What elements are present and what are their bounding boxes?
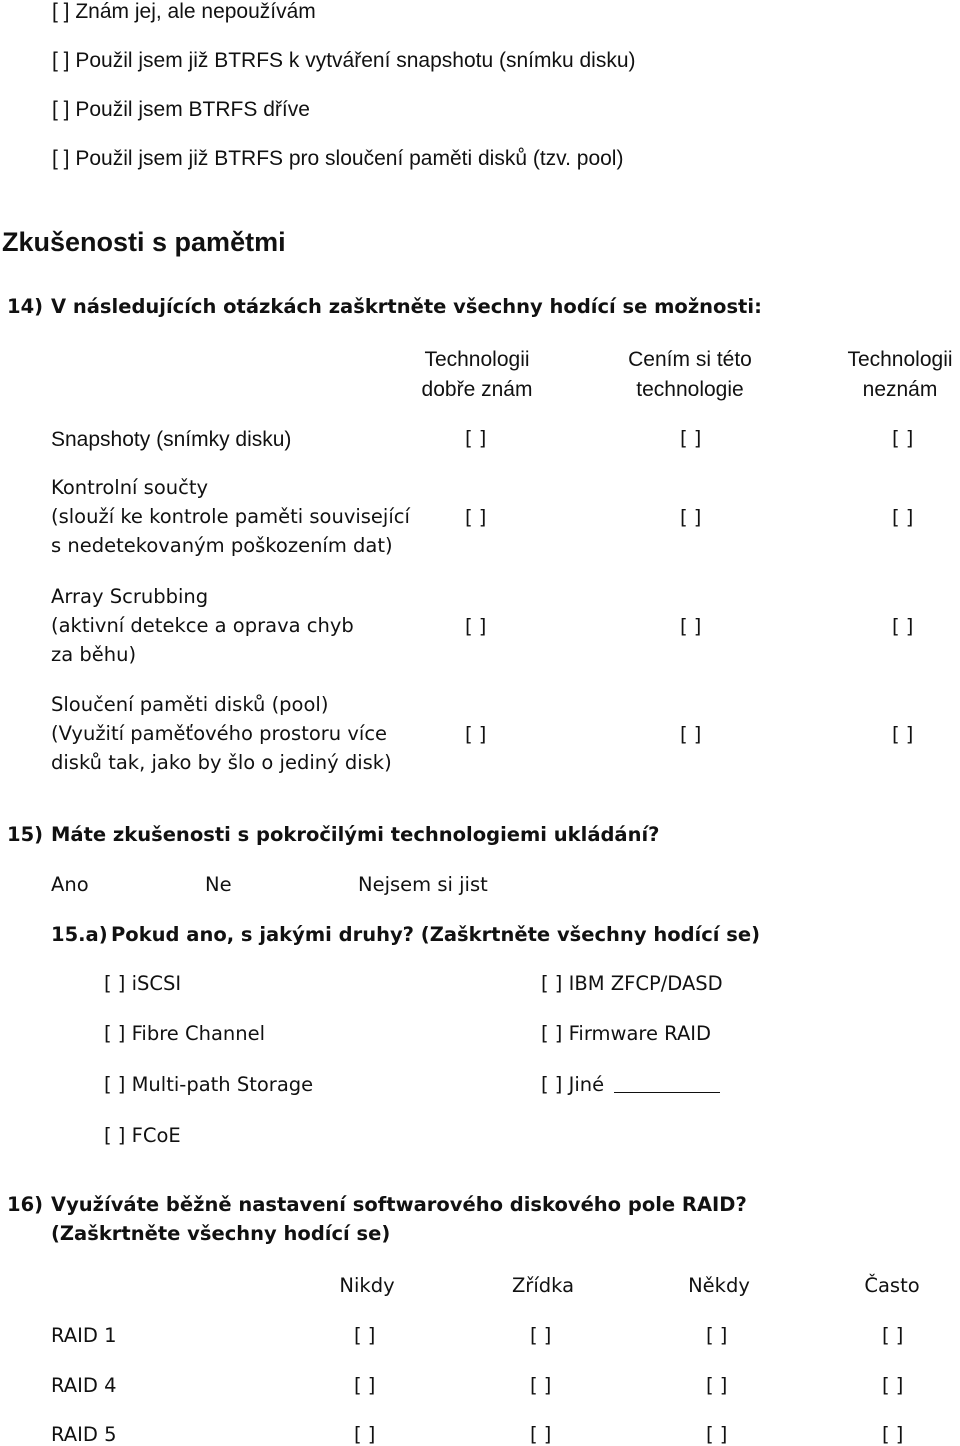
q16-text-line1: Využíváte běžně nastavení softwarového diskového pole RAID? (51, 1193, 747, 1216)
q16-raid5-checkbox-rarely[interactable]: [ ] (530, 1423, 552, 1446)
q15-answer-no[interactable]: Ne (205, 873, 232, 896)
q14-row3-checkbox-2[interactable]: [ ] (680, 615, 702, 638)
q16-col-sometimes: Někdy (688, 1274, 750, 1297)
option-btrfs-snapshot[interactable]: [ ] Použil jsem již BTRFS k vytváření snapshotu (snímku disku) (52, 49, 636, 72)
q14-col2-line2: technologie (636, 378, 744, 401)
q16-col-never: Nikdy (339, 1274, 395, 1297)
q14-row3-label-line2: (aktivní detekce a oprava chyb (51, 614, 354, 637)
q14-row4-checkbox-2[interactable]: [ ] (680, 723, 702, 746)
q16-raid4-checkbox-rarely[interactable]: [ ] (530, 1374, 552, 1397)
q15-number: 15) (7, 823, 44, 846)
q14-col2-line1: Cením si této (628, 348, 752, 371)
q16-number: 16) (7, 1193, 44, 1216)
q16-raid4-checkbox-often[interactable]: [ ] (882, 1374, 904, 1397)
q14-col3-line1: Technologii (847, 348, 953, 371)
q14-row4-label-line2: (Využití paměťového prostoru více (51, 722, 388, 745)
q16-col-often: Často (864, 1274, 920, 1297)
q14-row4-checkbox-1[interactable]: [ ] (465, 723, 487, 746)
q14-row2-checkbox-3[interactable]: [ ] (892, 506, 914, 529)
q14-row4-checkbox-3[interactable]: [ ] (892, 723, 914, 746)
q14-row4-label-line1: Sloučení paměti disků (pool) (51, 693, 329, 716)
q14-row3-label-line1: Array Scrubbing (51, 585, 209, 608)
option-known-not-used[interactable]: [ ] Znám jej, ale nepoužívám (52, 0, 316, 23)
q15a-option-firmware-raid[interactable]: [ ] Firmware RAID (541, 1022, 712, 1045)
q14-row1-checkbox-1[interactable]: [ ] (465, 427, 487, 450)
q15a-option-iscsi[interactable]: [ ] iSCSI (104, 972, 182, 995)
q14-row1-checkbox-3[interactable]: [ ] (892, 427, 914, 450)
q15a-option-other[interactable] (541, 1075, 720, 1095)
q16-raid5-checkbox-never[interactable]: [ ] (354, 1423, 376, 1446)
q16-raid1-checkbox-sometimes[interactable]: [ ] (706, 1324, 728, 1347)
q14-col3-line2: neznám (862, 378, 938, 401)
option-btrfs-before[interactable]: [ ] Použil jsem BTRFS dříve (52, 98, 310, 121)
q14-row2-label-line2: (slouží ke kontrole paměti související (51, 505, 410, 528)
q14-text: V následujících otázkách zaškrtněte všechny hodící se možnosti: (51, 295, 762, 318)
q14-row2-label-line3: s nedetekovaným poškozením dat) (51, 534, 393, 557)
q15a-text: Pokud ano, s jakými druhy? (Zaškrtněte všechny hodící se) (111, 923, 761, 946)
q15a-number: 15.a) (51, 923, 108, 946)
q15a-option-other-label: [ ] Jiné (541, 1073, 605, 1096)
q15-answer-not-sure[interactable]: Nejsem si jist (358, 873, 488, 896)
q16-raid5-checkbox-often[interactable]: [ ] (882, 1423, 904, 1446)
option-btrfs-pool[interactable]: [ ] Použil jsem již BTRFS pro sloučení paměti disků (tzv. pool) (52, 147, 624, 170)
q14-col1-line2: dobře znám (421, 378, 533, 401)
q16-raid1-checkbox-rarely[interactable]: [ ] (530, 1324, 552, 1347)
q16-raid1-checkbox-often[interactable]: [ ] (882, 1324, 904, 1347)
q15a-option-multipath[interactable]: [ ] Multi-path Storage (104, 1073, 314, 1096)
q15a-option-fibre-channel[interactable]: [ ] Fibre Channel (104, 1022, 266, 1045)
q16-raid1-checkbox-never[interactable]: [ ] (354, 1324, 376, 1347)
q14-row3-label-line3: za běhu) (51, 643, 137, 666)
q16-raid4-checkbox-sometimes[interactable]: [ ] (706, 1374, 728, 1397)
q16-text-line2: (Zaškrtněte všechny hodící se) (51, 1222, 391, 1245)
q16-row-raid5-label: RAID 5 (51, 1423, 117, 1446)
q14-row2-checkbox-2[interactable]: [ ] (680, 506, 702, 529)
q14-row4-label-line3: disků tak, jako by šlo o jediný disk) (51, 751, 392, 774)
q15a-option-ibm-zfcp[interactable]: [ ] IBM ZFCP/DASD (541, 972, 723, 995)
q14-row1-checkbox-2[interactable]: [ ] (680, 427, 702, 450)
q16-row-raid1-label: RAID 1 (51, 1324, 117, 1347)
q14-row3-checkbox-1[interactable]: [ ] (465, 615, 487, 638)
q15-text: Máte zkušenosti s pokročilými technologiemi ukládání? (51, 823, 660, 846)
q16-col-rarely: Zřídka (511, 1274, 575, 1297)
q15a-other-blank-line[interactable] (614, 1092, 720, 1093)
q14-row1-label: Snapshoty (snímky disku) (51, 428, 292, 451)
q14-row2-checkbox-1[interactable]: [ ] (465, 506, 487, 529)
q14-row3-checkbox-3[interactable]: [ ] (892, 615, 914, 638)
q14-row2-label-line1: Kontrolní součty (51, 476, 209, 499)
q16-row-raid4-label: RAID 4 (51, 1374, 117, 1397)
q14-number: 14) (7, 295, 44, 318)
q16-raid4-checkbox-never[interactable]: [ ] (354, 1374, 376, 1397)
q15a-option-fcoe[interactable]: [ ] FCoE (104, 1124, 181, 1147)
q15-answer-yes[interactable]: Ano (51, 873, 89, 896)
section-title: Zkušenosti s pamětmi (2, 227, 286, 257)
q14-col1-line1: Technologii (424, 348, 530, 371)
q16-raid5-checkbox-sometimes[interactable]: [ ] (706, 1423, 728, 1446)
